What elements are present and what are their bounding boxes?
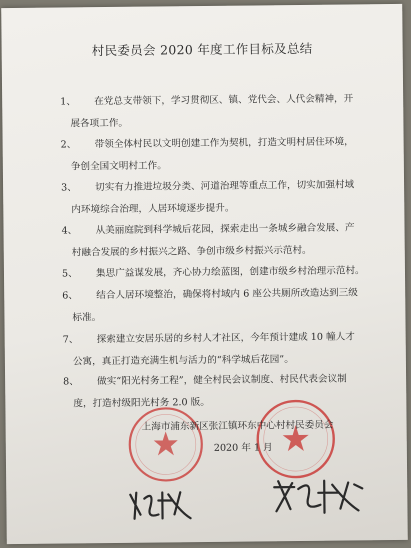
item-text-line1: 带领全体村民以文明创建工作为契机，打造文明村居住环境， [94,136,354,151]
item-number: 4、 [61,225,78,237]
document-page [1,4,408,544]
handwritten-signature-right [268,474,368,519]
item-text-line2: 度，打造村级阳光村务 2.0 版。 [73,396,210,410]
item-text-line1: 集思广益谋发展，齐心协力绘蓝图，创建市级乡村治理示范村。 [95,265,365,280]
item-number: 3、 [61,182,77,194]
item-text-line2: 标准。 [72,312,102,324]
official-seal-left [125,404,206,485]
item-number: 7、 [62,334,79,346]
document-title: 村民委员会 2020 年度工作目标及总结 [91,40,313,59]
item-number: 8、 [63,376,79,388]
item-text-line2: 争创全国文明村工作。 [70,160,167,173]
document-date: 2020 年 1 月 [213,442,273,454]
item-text-line1: 切实有力推进垃圾分类、河道治理等重点工作，切实加强村域 [95,179,355,194]
item-text-line2: 公寓，真正打造充满生机与活力的“科学城后花园”。 [72,354,294,368]
item-text-line1: 探索建立安居乐居的乡村人才社区，今年预计建成 10 幢人才 [96,331,355,346]
item-text-line1: 从美丽庭院到科学城后花园，探索走出一条城乡融合发展、产 [95,222,355,237]
handwritten-signature-left [124,484,200,525]
item-number: 5、 [61,268,78,280]
item-text-line2: 内环境综合治理，人居环境逐步提升。 [71,202,235,216]
item-text-line2: 展各项工作。 [70,117,129,130]
item-number: 1、 [60,96,76,108]
item-text-line1: 结合人居环境整治，确保将村域内 6 座公共厕所改造达到三级 [96,287,358,302]
item-number: 2、 [60,139,77,151]
item-text-line1: 在党总支带领下，学习贯彻区、镇、党代会、人代会精神，开 [94,93,354,108]
item-text-line1: 做实“阳光村务工程”，健全村民会议制度、村民代表会议制 [97,373,347,388]
issuing-organization: 上海市浦东新区张江镇环东中心村村民委员会 [141,419,334,433]
item-number: 6、 [62,290,78,302]
item-text-line2: 村融合发展的乡村振兴之路、争创市级乡村振兴示范村。 [71,244,312,259]
list-item [22,88,378,130]
